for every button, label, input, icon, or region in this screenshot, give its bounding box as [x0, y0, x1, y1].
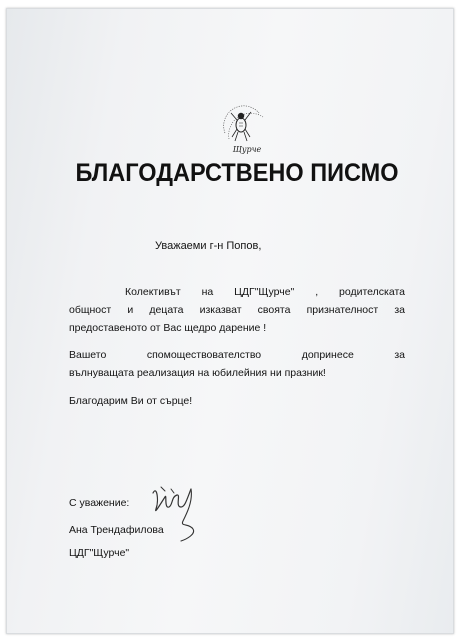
letter-paper	[6, 8, 454, 634]
signer-organization: ЦДГ"Щурче"	[69, 547, 130, 559]
logo-caption: Щурче	[232, 145, 262, 154]
salutation: Уважаеми г-н Попов,	[155, 240, 262, 252]
paragraph2-line1-text: Вашето спомоществователство допринесе за	[69, 349, 405, 361]
paragraph1-line2-text: общност и децата изказват своята признателност за	[69, 304, 405, 316]
paragraph3: Благодарим Ви от сърце!	[69, 395, 193, 407]
paragraph1-line2	[69, 304, 405, 316]
closing: С уважение:	[69, 497, 130, 509]
paragraph2-line2: вълнуващата реализация на юбилейния ни празник!	[69, 367, 326, 379]
paragraph1-line3: предоставеното от Вас щедро дарение !	[69, 322, 267, 334]
handwritten-signature	[147, 479, 221, 549]
signer-name: Ана Трендафилова	[69, 524, 164, 536]
paragraph1-line1	[125, 286, 405, 298]
letter-title: БЛАГОДАРСТВЕНО ПИСМО	[75, 159, 399, 187]
paragraph2-line1	[69, 349, 405, 361]
paragraph1-line1-text: Колективът на ЦДГ"Щурче" , родителската	[125, 286, 405, 298]
